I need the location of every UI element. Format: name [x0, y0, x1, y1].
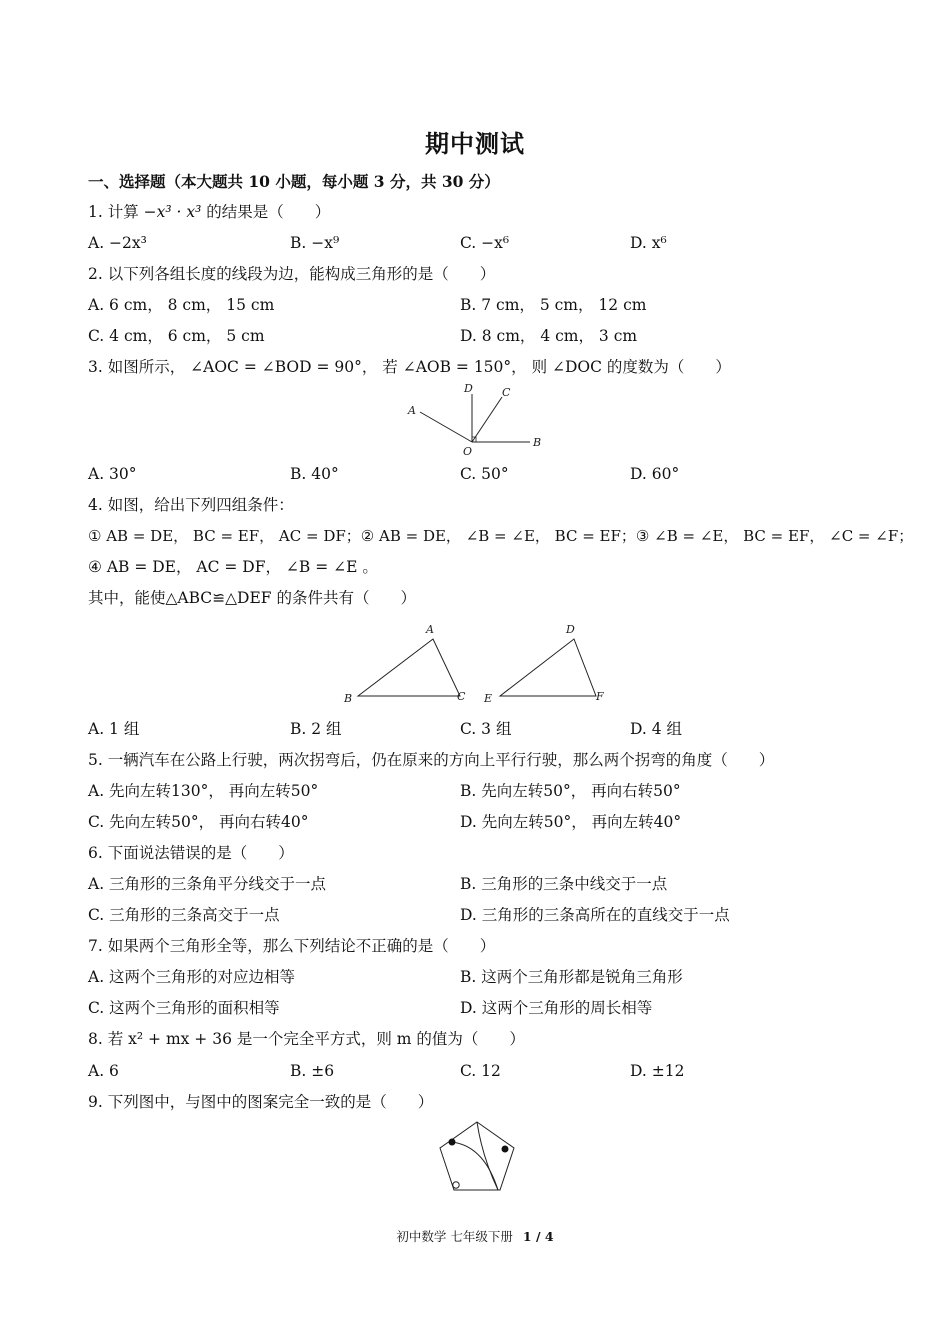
q2-option-d[interactable]: D. 8 cm， 4 cm， 3 cm	[460, 327, 638, 345]
question-4-conditions-2: ④ AB = DE， AC = DF， ∠B = ∠E 。	[88, 558, 378, 576]
label-b: B	[344, 692, 353, 705]
question-1-stem	[88, 202, 330, 222]
question-6-stem: 6. 下面说法错误的是（ ）	[88, 844, 294, 862]
page-footer	[0, 1227, 950, 1245]
q2-option-c[interactable]: C. 4 cm， 6 cm， 5 cm	[88, 327, 265, 345]
hollow-dot	[453, 1182, 459, 1188]
label-d: D	[566, 623, 575, 636]
q1-option-d[interactable]: D. x⁶	[630, 234, 667, 252]
filled-dot-left	[449, 1139, 456, 1146]
question-8-stem: 8. 若 x² + mx + 36 是一个完全平方式，则 m 的值为（ ）	[88, 1030, 525, 1048]
filled-dot-right	[502, 1146, 509, 1153]
footer-course: 初中数学 七年级下册	[396, 1229, 513, 1244]
q3-option-a[interactable]: A. 30°	[88, 465, 137, 483]
label-c: C	[502, 386, 511, 399]
section-heading: 一、选择题（本大题共 10 小题，每小题 3 分，共 30 分）	[88, 172, 500, 191]
q8-option-b[interactable]: B. ±6	[290, 1062, 335, 1080]
question-7-stem: 7. 如果两个三角形全等，那么下列结论不正确的是（ ）	[88, 937, 496, 955]
question-4-question: 其中，能使△ABC≌△DEF 的条件共有（ ）	[88, 589, 416, 607]
q5-option-b[interactable]: B. 先向左转50°， 再向右转50°	[460, 782, 681, 800]
question-1-suffix: 的结果是（ ）	[206, 203, 331, 221]
q9-pentagon-figure	[432, 1116, 522, 1196]
question-1-prefix: 1. 计算	[88, 203, 139, 221]
q4-option-b[interactable]: B. 2 组	[290, 720, 342, 738]
label-o: O	[463, 445, 473, 458]
q6-option-a[interactable]: A. 三角形的三条角平分线交于一点	[88, 875, 327, 893]
label-a: A	[408, 404, 416, 417]
q3-angle-figure	[400, 380, 550, 458]
question-1-expression: −x³ · x³	[143, 203, 202, 221]
question-3-stem: 3. 如图所示， ∠AOC = ∠BOD = 90°， 若 ∠AOB = 150°， 则 ∠DOC 的度数为（ ）	[88, 358, 731, 376]
label-e: E	[484, 692, 493, 705]
triangle-def	[500, 639, 596, 696]
label-d: D	[464, 382, 473, 395]
q1-option-c[interactable]: C. −x⁶	[460, 234, 510, 252]
q1-option-a[interactable]: A. −2x³	[88, 234, 147, 252]
question-9-stem: 9. 下列图中，与图中的图案完全一致的是（ ）	[88, 1093, 434, 1111]
q3-option-b[interactable]: B. 40°	[290, 465, 339, 483]
q7-option-a[interactable]: A. 这两个三角形的对应边相等	[88, 968, 296, 986]
question-2-stem: 2. 以下列各组长度的线段为边，能构成三角形的是（ ）	[88, 265, 496, 283]
q6-option-d[interactable]: D. 三角形的三条高所在的直线交于一点	[460, 906, 730, 924]
q5-option-a[interactable]: A. 先向左转130°， 再向左转50°	[88, 782, 319, 800]
question-5-stem: 5. 一辆汽车在公路上行驶，两次拐弯后，仍在原来的方向上平行行驶，那么两个拐弯的角度（ ）	[88, 751, 775, 769]
footer-page-number: 1 / 4	[522, 1229, 554, 1244]
question-4-stem: 4. 如图，给出下列四组条件：	[88, 496, 294, 514]
q5-option-c[interactable]: C. 先向左转50°， 再向右转40°	[88, 813, 309, 831]
ray-oc	[472, 397, 502, 442]
q4-option-d[interactable]: D. 4 组	[630, 720, 683, 738]
ray-oa	[420, 412, 472, 442]
label-c: C	[457, 690, 466, 703]
q8-option-a[interactable]: A. 6	[88, 1062, 119, 1080]
label-a: A	[426, 623, 434, 636]
question-4-conditions-1: ① AB = DE， BC = EF， AC = DF；② AB = DE， ∠B = ∠E， BC = EF；③ ∠B = ∠E， BC = EF， ∠C = ∠F；	[88, 527, 914, 545]
label-b: B	[533, 436, 542, 449]
triangle-abc	[358, 639, 460, 696]
q6-option-b[interactable]: B. 三角形的三条中线交于一点	[460, 875, 668, 893]
q5-option-d[interactable]: D. 先向左转50°， 再向左转40°	[460, 813, 682, 831]
q2-option-b[interactable]: B. 7 cm， 5 cm， 12 cm	[460, 296, 647, 314]
q7-option-d[interactable]: D. 这两个三角形的周长相等	[460, 999, 653, 1017]
q6-option-c[interactable]: C. 三角形的三条高交于一点	[88, 906, 280, 924]
q7-option-b[interactable]: B. 这两个三角形都是锐角三角形	[460, 968, 683, 986]
q2-option-a[interactable]: A. 6 cm， 8 cm， 15 cm	[88, 296, 275, 314]
q3-option-d[interactable]: D. 60°	[630, 465, 680, 483]
q7-option-c[interactable]: C. 这两个三角形的面积相等	[88, 999, 280, 1017]
pentagon-outline	[440, 1122, 514, 1190]
q3-option-c[interactable]: C. 50°	[460, 465, 509, 483]
q8-option-c[interactable]: C. 12	[460, 1062, 501, 1080]
label-f: F	[596, 690, 604, 703]
q1-option-b[interactable]: B. −x⁹	[290, 234, 340, 252]
q4-option-c[interactable]: C. 3 组	[460, 720, 512, 738]
q4-triangles-figure	[340, 620, 620, 710]
q4-option-a[interactable]: A. 1 组	[88, 720, 140, 738]
page-title: 期中测试	[425, 129, 525, 158]
q8-option-d[interactable]: D. ±12	[630, 1062, 685, 1080]
